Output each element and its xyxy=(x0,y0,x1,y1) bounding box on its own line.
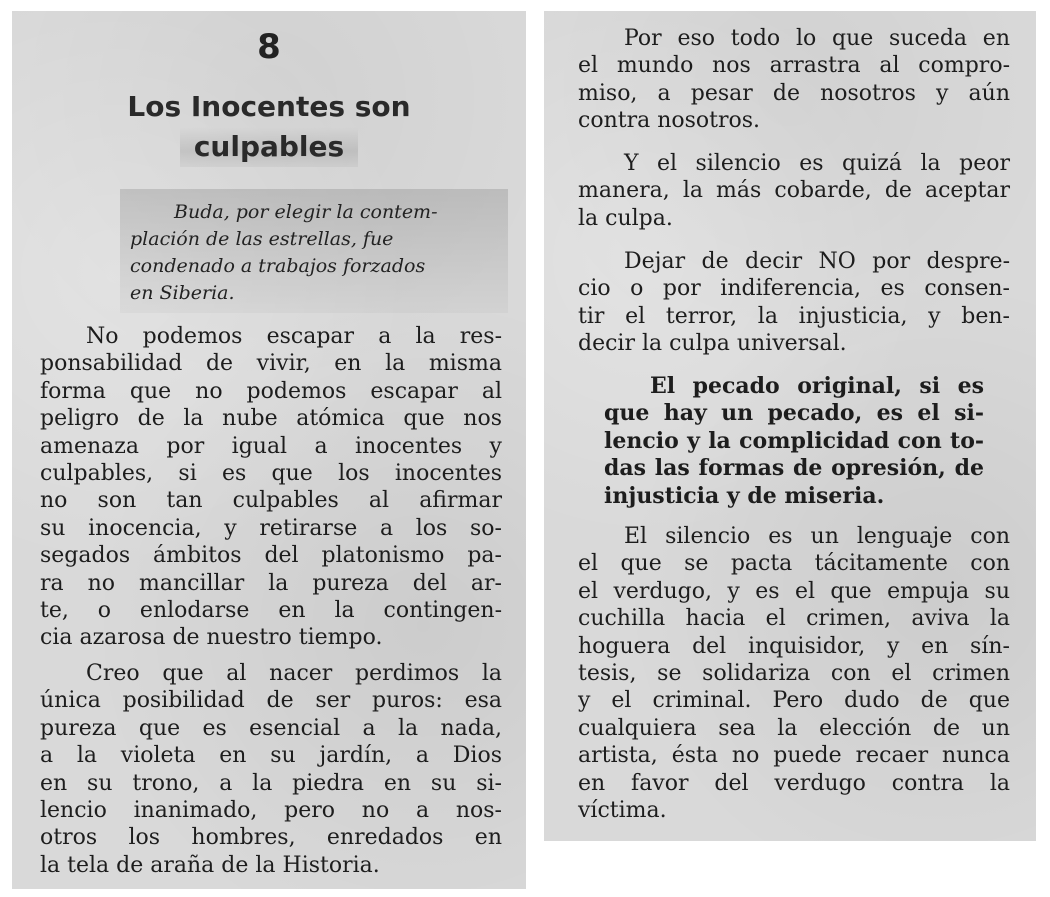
epigraph xyxy=(120,189,508,313)
text-line: el que se pacta tácitamente con xyxy=(578,551,1010,577)
page-number: 8 xyxy=(257,27,281,67)
text-line: la culpa. xyxy=(578,205,673,231)
text-line: El silencio es un lenguaje con xyxy=(624,524,1010,549)
text-line: manera, la más cobarde, de aceptar xyxy=(578,178,1010,204)
text-line: Por eso todo lo que suceda en xyxy=(624,26,1010,51)
text-line: Y el silencio es quizá la peor xyxy=(624,151,1010,176)
text-line: pureza que es esencial a la nada, xyxy=(40,715,502,741)
text-line: lencio inanimado, pero no a nos- xyxy=(40,798,502,824)
headline-line: Los Inocentes son xyxy=(127,90,411,123)
epigraph-line: plación de las estrellas, fue xyxy=(130,228,394,250)
text-line: contra nosotros. xyxy=(578,108,761,134)
text-line: No podemos escapar a la res- xyxy=(86,324,502,349)
right-clipping xyxy=(544,11,1036,841)
text-line: El pecado original, si es xyxy=(650,373,984,399)
text-line: amenaza por igual a inocentes y xyxy=(40,433,502,459)
text-line: ponsabilidad de vivir, en la misma xyxy=(40,351,502,377)
paragraph xyxy=(578,150,1010,232)
epigraph-line: condenado a trabajos forzados xyxy=(130,255,426,277)
text-line: que hay un pecado, es el si- xyxy=(604,400,984,427)
headline-line: culpables xyxy=(180,127,358,167)
text-line: cio o por indiferencia, es consen- xyxy=(578,276,1010,302)
text-line: artista, ésta no puede recaer nunca xyxy=(578,743,1010,769)
text-line: culpables, si es que los inocentes xyxy=(40,461,502,487)
text-line: su inocencia, y retirarse a los so- xyxy=(40,515,502,541)
headline xyxy=(12,87,526,167)
paragraph xyxy=(40,660,502,879)
text-line: única posibilidad de ser puros: esa xyxy=(40,688,502,714)
text-line: lencio y la complicidad con to- xyxy=(604,427,984,454)
text-line: víctima. xyxy=(578,798,667,824)
text-line: Creo que al nacer perdimos la xyxy=(86,661,502,686)
text-line: Dejar de decir NO por despre- xyxy=(624,249,1010,274)
text-line: cia azarosa de nuestro tiempo. xyxy=(40,625,383,651)
text-line: ra no mancillar la pureza del ar- xyxy=(40,570,502,596)
text-line: otros los hombres, enredados en xyxy=(40,825,502,851)
text-line: miso, a pesar de nosotros y aún xyxy=(578,80,1010,106)
epigraph-line: en Siberia. xyxy=(130,282,235,304)
text-line: peligro de la nube atómica que nos xyxy=(40,406,502,432)
paragraph xyxy=(578,523,1010,824)
text-line: das las formas de opresión, de xyxy=(604,455,984,482)
text-line: no son tan culpables al afirmar xyxy=(40,488,502,514)
paragraph xyxy=(578,25,1010,135)
text-line: cualquiera sea la elección de un xyxy=(578,715,1010,741)
text-line: cuchilla hacia el crimen, aviva la xyxy=(578,606,1010,632)
text-line: el verdugo, y es el que empuja su xyxy=(578,578,1010,604)
text-line: injusticia y de miseria. xyxy=(604,482,885,509)
left-clipping xyxy=(12,11,526,889)
text-line: tesis, se solidariza con el crimen xyxy=(578,661,1010,687)
text-line: segados ámbitos del platonismo pa- xyxy=(40,543,502,569)
text-line: forma que no podemos escapar al xyxy=(40,378,502,404)
text-line: hoguera del inquisidor, y en sín- xyxy=(578,633,1010,659)
text-line: en favor del verdugo contra la xyxy=(578,770,1010,796)
text-line: y el criminal. Pero dudo de que xyxy=(578,688,1010,714)
text-line: te, o enlodarse en la contingen- xyxy=(40,598,502,624)
text-line: a la violeta en su jardín, a Dios xyxy=(40,743,502,769)
epigraph-line: Buda, por elegir la contem- xyxy=(174,201,438,223)
text-line: decir la culpa universal. xyxy=(578,331,847,357)
paragraph xyxy=(40,323,502,652)
text-line: en su trono, a la piedra en su si- xyxy=(40,770,502,796)
bold-paragraph xyxy=(604,373,984,510)
text-line: el mundo nos arrastra al compro- xyxy=(578,53,1010,79)
text-line: la tela de araña de la Historia. xyxy=(40,852,380,878)
paragraph xyxy=(578,248,1010,358)
text-line: tir el terror, la injusticia, y ben- xyxy=(578,303,1010,329)
